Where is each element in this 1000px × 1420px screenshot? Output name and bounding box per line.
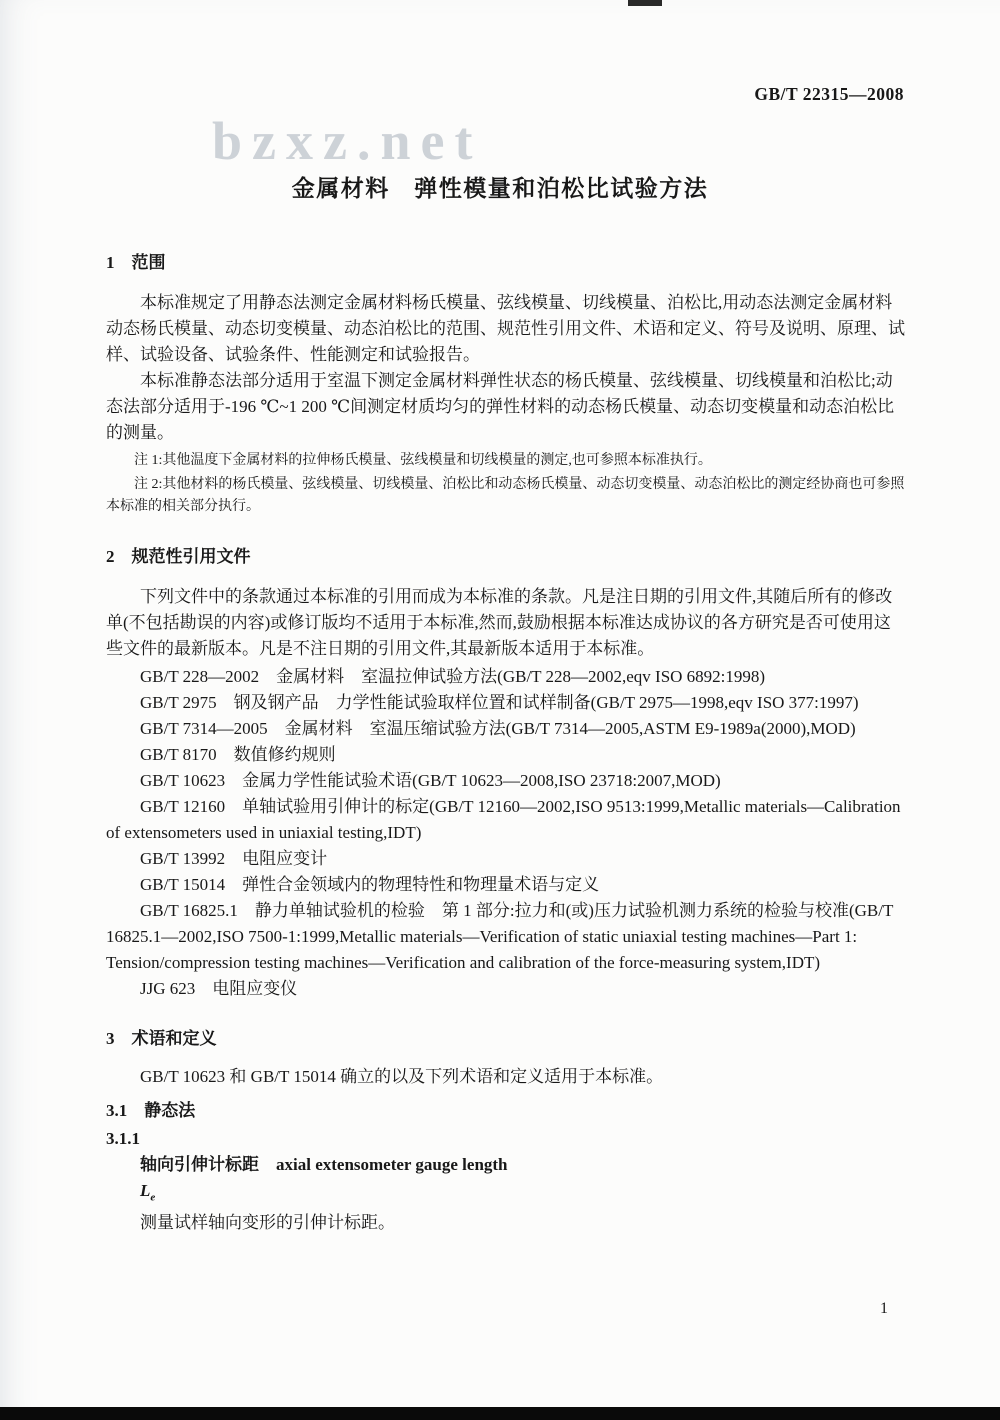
reference-item: GB/T 10623 金属力学性能试验术语(GB/T 10623—2008,ISO 23718:2007,MOD) xyxy=(140,771,721,790)
section-2-intro: 下列文件中的条款通过本标准的引用而成为本标准的条款。凡是注日期的引用文件,其随后所有的修改单(不包括勘误的内容)或修订版均不适用于本标准,然而,鼓励根据本标准达成协议的各方研究是否可使用这些文件的最新版本。凡是不注日期的引用文件,其最新版本适用于本标准。 xyxy=(106,587,893,658)
clause-3-1-1: 3.1.1 xyxy=(106,1129,140,1148)
reference-item: GB/T 16825.1 静力单轴试验机的检验 第 1 部分:拉力和(或)压力试验机测力系统的检验与校准(GB/T 16825.1—2002,ISO 7500-1:1999,Metallic materials—Verification of static uniaxial testing machines—Part 1: Tension/compression testing machines—Verification and calibration of the force-measuring system,IDT) xyxy=(106,901,894,972)
section-1-paragraph-1: 本标准规定了用静态法测定金属材料杨氏模量、弦线模量、切线模量、泊松比,用动态法测定金属材料动态杨氏模量、动态切变模量、动态泊松比的范围、规范性引用文件、术语和定义、符号及说明、原理、试样、试验设备、试验条件、性能测定和试验报告。 xyxy=(106,293,905,364)
reference-item: JJG 623 电阻应变仪 xyxy=(140,979,298,998)
clause-3-1: 3.1 静态法 xyxy=(106,1101,196,1120)
watermark: bzxz.net xyxy=(212,111,483,171)
term-line: 轴向引伸计标距 axial extensometer gauge length xyxy=(140,1155,508,1174)
reference-item: GB/T 8170 数值修约规则 xyxy=(140,745,336,764)
doc-code: GB/T 22315—2008 xyxy=(754,84,904,104)
scan-artifact-bottom-bar xyxy=(0,1407,1000,1420)
section-1-heading: 1 范围 xyxy=(106,253,166,272)
reference-item: GB/T 13992 电阻应变计 xyxy=(140,849,328,868)
reference-item: GB/T 7314—2005 金属材料 室温压缩试验方法(GB/T 7314—2005,ASTM E9-1989a(2000),MOD) xyxy=(140,719,856,738)
reference-item: GB/T 228—2002 金属材料 室温拉伸试验方法(GB/T 228—2002,eqv ISO 6892:1998) xyxy=(140,667,766,686)
page-number: 1 xyxy=(880,1300,888,1317)
term-definition: 测量试样轴向变形的引伸计标距。 xyxy=(140,1213,395,1233)
document-body xyxy=(106,250,906,1236)
reference-item: GB/T 2975 钢及钢产品 力学性能试验取样位置和试样制备(GB/T 2975—1998,eqv ISO 377:1997) xyxy=(140,693,859,712)
section-1-note-1: 注 1:其他温度下金属材料的拉伸杨氏模量、弦线模量和切线模量的测定,也可参照本标准执行。 xyxy=(134,453,712,468)
section-3-heading: 3 术语和定义 xyxy=(106,1029,217,1048)
section-3-intro: GB/T 10623 和 GB/T 15014 确立的以及下列术语和定义适用于本标准。 xyxy=(140,1067,664,1086)
symbol-subscript: e xyxy=(150,1191,156,1204)
section-2-heading: 2 规范性引用文件 xyxy=(106,547,251,566)
section-1-paragraph-2: 本标准静态法部分适用于室温下测定金属材料弹性状态的杨氏模量、弦线模量、切线模量和泊松比;动态法部分适用于-196 ℃~1 200 ℃间测定材质均匀的弹性材料的动态杨氏模量、动态切变模量和动态泊松比的测量。 xyxy=(106,371,895,442)
symbol-letter: L xyxy=(140,1181,151,1200)
reference-item: GB/T 15014 弹性合金领域内的物理特性和物理量术语与定义 xyxy=(140,875,600,894)
symbol-line xyxy=(106,1178,906,1210)
reference-item: GB/T 12160 单轴试验用引伸计的标定(GB/T 12160—2002,ISO 9513:1999,Metallic materials—Calibration of extensometers used in uniaxial testing,IDT) xyxy=(106,797,901,842)
doc-title: 金属材料 弹性模量和泊松比试验方法 xyxy=(291,176,709,201)
scan-artifact-top xyxy=(628,0,662,6)
section-1-note-2: 注 2:其他材料的杨氏模量、弦线模量、切线模量、泊松比和动态杨氏模量、动态切变模量、动态泊松比的测定经协商也可参照本标准的相关部分执行。 xyxy=(106,477,905,514)
